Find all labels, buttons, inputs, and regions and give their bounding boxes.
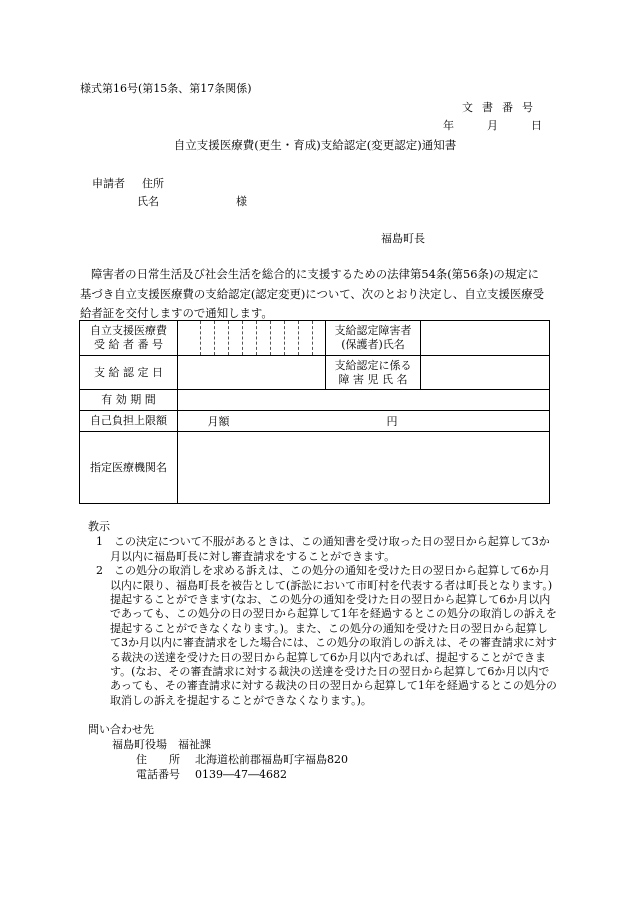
yen-label: 円	[386, 415, 398, 428]
certification-table	[79, 320, 550, 504]
honorific: 様	[236, 195, 247, 208]
child-name-value	[421, 356, 550, 390]
contact-phone	[88, 767, 348, 782]
certified-person-name-value	[421, 321, 550, 356]
contact-phone-label: 電話番号	[136, 768, 180, 781]
instructions-section	[88, 520, 558, 708]
certification-date-value	[178, 356, 326, 390]
contact-phone-value: 0139―47―4682	[195, 768, 287, 781]
date-day: 日	[531, 119, 542, 132]
monthly-label: 月額	[207, 415, 230, 428]
contact-office: 福島町役場 福祉課	[112, 738, 211, 751]
copay-limit-label: 自己負担上限額	[80, 411, 178, 432]
applicant-address-label: 住所	[142, 177, 164, 190]
validity-period-label: 有 効 期 間	[80, 390, 178, 411]
validity-period-value	[178, 390, 550, 411]
certified-person-name-label: 支給認定障害者 (保護者)氏名	[326, 321, 421, 356]
issue-date	[443, 117, 542, 133]
applicant-name-label: 氏名	[137, 195, 159, 208]
date-year: 年	[443, 119, 454, 132]
instructions-heading: 教示	[88, 520, 110, 533]
contact-address-value: 北海道松前郡福島町字福島820	[195, 753, 348, 766]
form-number: 様式第16号(第15条、第17条関係)	[80, 82, 252, 95]
document-title: 自立支援医療費(更生・育成)支給認定(変更認定)通知書	[173, 138, 457, 152]
contact-heading: 問い合わせ先	[88, 723, 154, 736]
certification-date-label: 支 給 認 定 日	[80, 356, 178, 390]
child-name-label: 支給認定に係る 障 害 児 氏 名	[326, 356, 421, 390]
instruction-item: 1 この決定について不服があるときは、この通知書を受け取った日の翌日から起算して3か月以内に福島町長に対し審査請求をすることができます。	[96, 535, 550, 563]
contact-address-label: 住 所	[136, 753, 180, 766]
medical-institution-label: 指定医療機関名	[80, 432, 178, 504]
recipient-number-label: 自立支援医療費 受 給 者 番 号	[80, 321, 178, 356]
instruction-item: 2 この処分の取消しを求める訴えは、この処分の通知を受けた日の翌日から起算して6か月以内に限り、福島町長を被告として(訴訟において市町村を代表する者は町長となります。)提起することができます(なお、この処分の通知を受けた日の翌日から起算して6か月以内であっても、この処分の日の翌日から起算して1年を経過するとこの処分の取消しの訴えを提起することができなくなります。)。また、この処分の通知を受けた日の翌日から起算して3か月以内に審査請求をした場合には、この処分の取消しの訴えは、その審査請求に対する裁決の送達を受けた日の翌日から起算して6か月以内であれば、提起することができます。(なお、その審査請求に対する裁決の送達を受けた日の翌日から起算して6か月以内であっても、その審査請求に対する裁決の日の翌日から起算して1年を経過するとこの処分の取消しの訴えを提起することができなくなります。)。	[96, 564, 557, 707]
contact-section	[88, 722, 348, 782]
applicant-label: 申請者	[92, 177, 125, 190]
applicant-block	[92, 175, 247, 211]
contact-address	[88, 752, 348, 767]
issuer-name: 福島町長	[381, 232, 425, 245]
copay-limit-value	[178, 411, 550, 432]
intro-paragraph: 障害者の日常生活及び社会生活を総合的に支援するための法律第54条(第56条)の規定に基づき自立支援医療費の支給認定(認定変更)について、次のとおり決定し、自立支援医療受給者証を交付しますので通知します。	[80, 267, 545, 320]
document-number-label: 文書番号	[462, 101, 542, 114]
date-month: 月	[487, 119, 498, 132]
recipient-number-cells	[178, 321, 326, 356]
medical-institution-value	[178, 432, 550, 504]
